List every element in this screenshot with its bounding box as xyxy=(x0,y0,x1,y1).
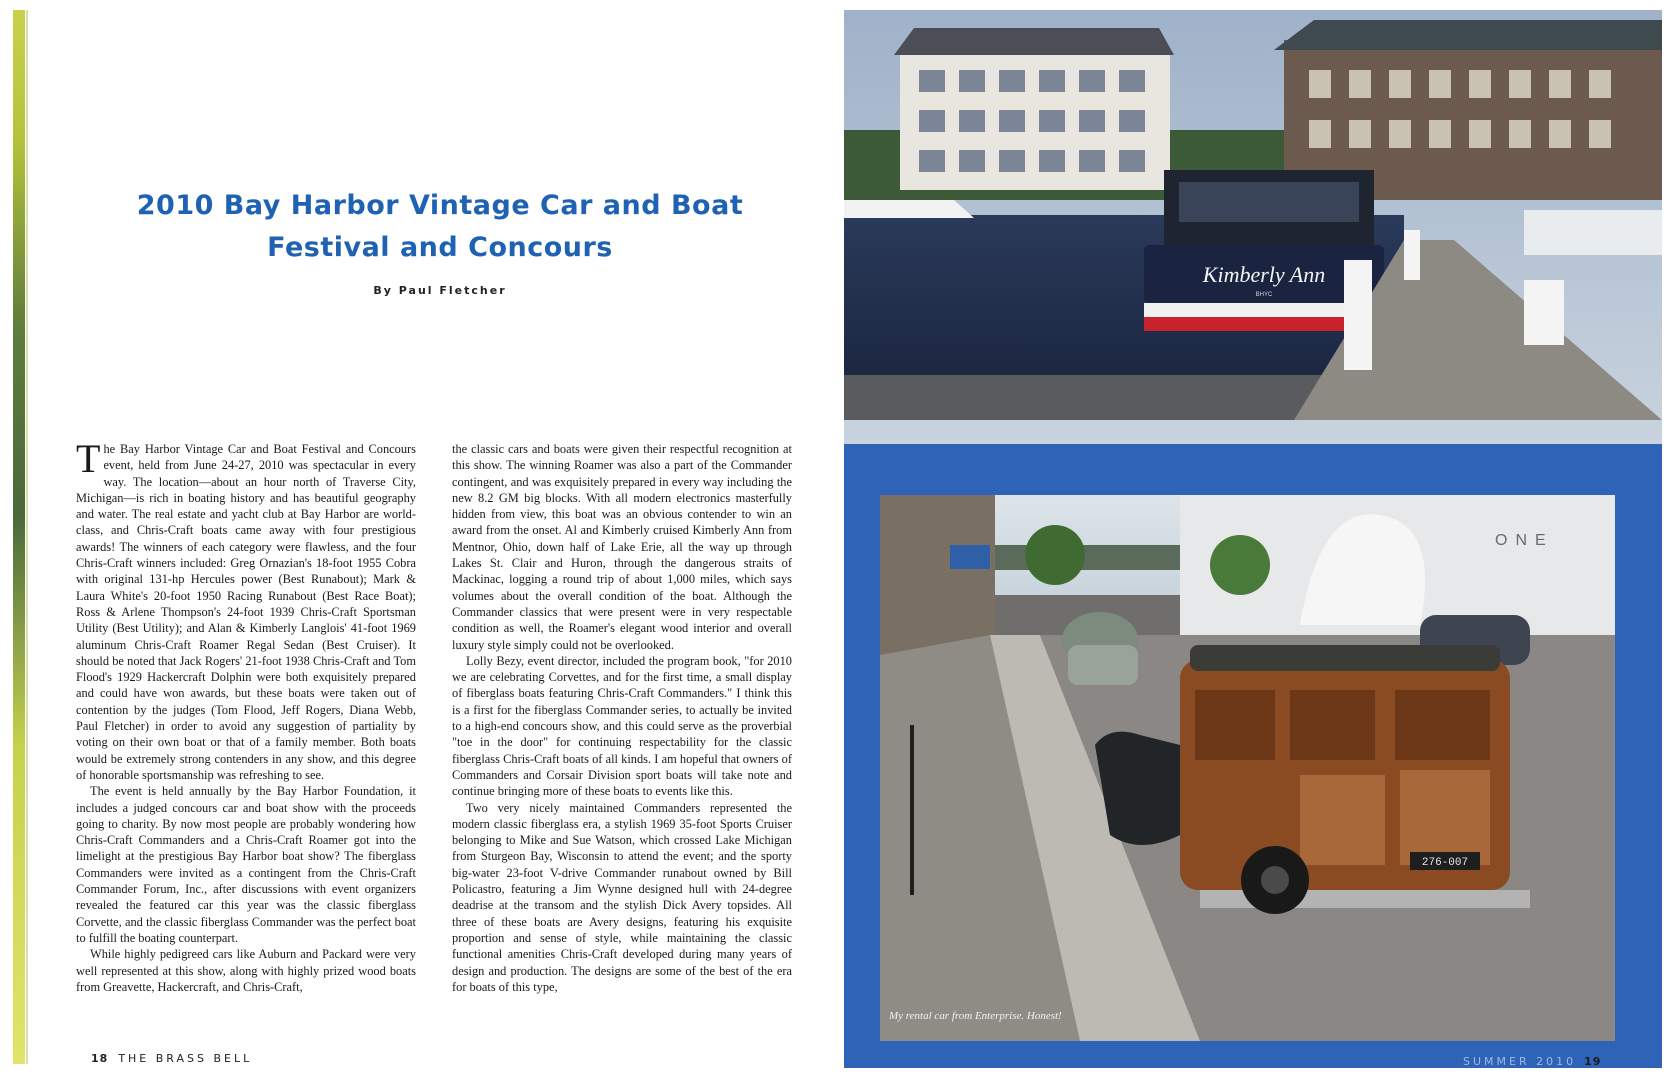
issue-label: SUMMER 2010 xyxy=(1463,1055,1577,1068)
article-column-1 xyxy=(76,436,416,995)
boat-port-text: BHYC xyxy=(1255,292,1273,298)
paragraph: While highly pedigreed cars like Auburn and Packard were very well represented at this show, along with highly prized wood boats from Greavette, Hackercraft, and Chris-Craft, xyxy=(76,947,416,994)
left-folio xyxy=(91,1052,252,1065)
street-illustration xyxy=(880,495,1615,1041)
right-page xyxy=(844,10,1662,1068)
marina-photo xyxy=(844,10,1662,444)
marina-illustration xyxy=(844,10,1662,444)
paragraph xyxy=(76,436,416,783)
headline-line-2: Festival and Concours xyxy=(267,232,613,263)
license-plate: 276-007 xyxy=(1421,857,1469,869)
left-page-number: 18 xyxy=(91,1052,109,1065)
spine-color-strip xyxy=(13,10,25,1064)
paragraph: Two very nicely maintained Commanders represented the modern classic fiberglass era, a stylish 1969 35-foot Sports Cruiser belonging to Mike and Sue Watson, which crossed Lake Michigan from Sturgeon Bay, Wisconsin to attend the event; and the sporty big-water 23-foot V-drive Commander runabout owned by Bill Policastro, featuring a Jim Wynne designed hull with 24-degree deadrise at the transom and the stylish Dick Avery topsides. All three of these boats are Avery designs, featuring his exquisite proportion and sense of style, while maintaining the classic functional amenities Chris-Craft developed during many years of design and production. The designs are some of the best of the era for boats of this type, xyxy=(452,800,792,994)
right-page-number: 19 xyxy=(1584,1055,1602,1068)
paragraph: the classic cars and boats were given their respectful recognition at this show. The winning Roamer was also a part of the Commander contingent, and was exquisitely prepared in every way including the new 8.2 GM big blocks. With all modern electronics masterfully hidden from view, this boat was an obvious contender to win an award from the onset. Al and Kimberly cruised Kimberly Ann from Mentnor, Ohio, down half of Lake Erie, all the way up through Lakes St. Clair and Huron, through the dangerous straits of Mackinac, logging a round trip of about 1,000 miles, which says volumes about the overall condition of the boat. Although the Commander classics that were present were in very respectable condition as well, the Roamer's elegant wood interior and overall luxury style simply could not be overlooked. xyxy=(452,442,792,652)
street-photo xyxy=(880,495,1615,1041)
drop-cap: T xyxy=(76,436,101,481)
article-byline: By Paul Fletcher xyxy=(373,284,507,297)
paragraph-text: he Bay Harbor Vintage Car and Boat Festival and Concours event, held from June 24-27, 2010 was spectacular in every way. The location—about an hour north of Traverse City, Michigan—is rich in boating history and has beautiful geography and water. The real estate and yacht club at Bay Harbor are world-class, and Chris-Craft boats came away with four prestigious awards! The winners of each category were flawless, and the four Chris-Craft winners included: Greg Ornazian's 18-foot 1955 Cobra with original 131-hp Hercules power (Best Runabout); Mark & Laura White's 20-foot 1950 Racing Runabout (Best Race Boat); Ross & Arlene Thompson's 24-foot 1939 Chris-Craft Sportsman Utility (Best Utility); and Alan & Kimberly Langlois' 41-foot 1969 aluminum Chris-Craft Roamer Regal Sedan (Best Cruiser). It should be noted that Jack Rogers' 21-foot 1938 Chris-Craft and Tom Flood's 1929 Hackercraft Dolphin were both exquisitely prepared and could have won awards, but these boats were taken out of contention by the judges (Tom Flood, Jeff Rogers, Diana Webb, Paul Fletcher) in order to avoid any suggestion of partiality by voting on their own boat or that of a family member. Both boats would be extremely strong contenders in any show, and this degree of honorable sportsmanship was refreshing to see. xyxy=(76,442,416,782)
article-column-2 xyxy=(452,441,792,995)
building-sign: ONE xyxy=(1495,532,1554,549)
article-headline xyxy=(100,185,780,269)
paragraph: The event is held annually by the Bay Harbor Foundation, it includes a judged concours car and boat show with the proceeds going to charity. By now most people are probably wondering how Chris-Craft Commanders and a Chris-Craft Roamer got into the limelight at the prestigious Bay Harbor boat show? The fiberglass Commanders were invited as a contingent from the Chris-Craft Commander Forum, Inc., after discussions with event organizers revealed the featured car this year was the classic fiberglass Corvette, and the classic fiberglass Commander was the perfect boat to fulfill the boating counterpart. xyxy=(76,784,416,945)
right-folio xyxy=(1463,1055,1601,1068)
photo-caption: My rental car from Enterprise. Honest! xyxy=(889,1010,1062,1022)
headline-line-1: 2010 Bay Harbor Vintage Car and Boat xyxy=(136,190,744,221)
magazine-name: THE BRASS BELL xyxy=(118,1052,253,1065)
spine-edge xyxy=(26,10,28,1064)
boat-name-text: Kimberly Ann xyxy=(1202,262,1326,287)
paragraph: Lolly Bezy, event director, included the program book, "for 2010 we are celebrating Corvettes, and for the first time, a small display of fiberglass boats featuring Chris-Craft Commanders." I think this is a first for the fiberglass Commander series, to actually be invited to a high-end concours show, and this could serve as the proverbial "toe in the door" for continuing respectability for the classic fiberglass Chris-Craft boats of all kinds. I am hopeful that owners of Commanders and Corsair Division sport boats will take note and continue bringing more of these boats to events like this. xyxy=(452,653,792,799)
